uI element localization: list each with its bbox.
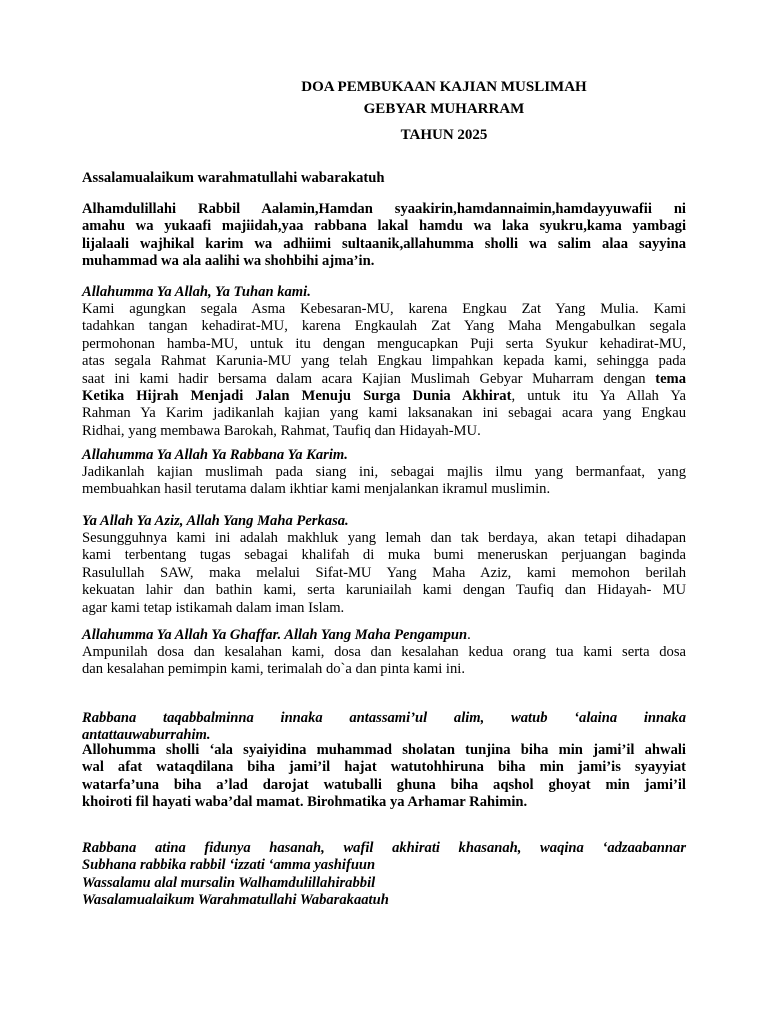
section3-paragraph [82,530,686,617]
section5-italic-line: Rabbana taqabbalminna innaka antassami’ul alim, watub ‘alaina innaka [82,710,686,726]
sholawat-line: watarfa’una biha a’lad darojat watuballi ghuna biha aqshol ghoyat min jami’il [82,776,686,793]
sholawat-line: wal afat wataqdilana biha jami’il hajat watutohhiruna biha min jami’is syayyiat [82,759,686,776]
theme-label: tema [655,370,686,387]
sholawat-line: khoiroti fil hayati waba’dal mamat. Birohmatika ya Arhamar Rahimin. [82,794,528,811]
closing-line: Wasalamualaikum Warahmatullahi Wabarakaatuh [82,892,389,909]
section1-line5-text: saat ini kami hadir bersama dalam acara Kajian Muslimah Gebyar Muharram dengan [82,370,656,387]
greeting: Assalamualaikum warahmatullahi wabarakatuh [82,170,385,186]
section3-heading: Ya Allah Ya Aziz, Allah Yang Maha Perkasa. [82,513,349,529]
closing-prayer [82,840,686,910]
section2-line: Jadikanlah kajian muslimah pada siang ini, sebagai majlis ilmu yang bermanfaat, yang [82,464,686,480]
section1-heading: Allahumma Ya Allah, Ya Tuhan kami. [82,284,311,300]
sholawat-line: Allohumma sholli ‘ala syaiyidina muhammad sholatan tunjina biha min jami’il ahwali [82,742,686,758]
section1-line: Ridhai, yang membawa Barokah, Rahmat, Taufiq dan Hidayah-MU. [82,422,481,439]
section4-paragraph [82,644,686,679]
section1-line: Kami agungkan segala Asma Kebesaran-MU, karena Engkau Zat Yang Mulia. Kami [82,301,686,317]
section3-line: kekuatan lahir dan bathin kami, serta karuniailah kami dengan Taufiq dan Hidayah- MU [82,582,686,599]
section1-line: atas segala Rahmat Karunia-MU yang telah Engkau limpahkan kepada kami, sehingga pada [82,353,686,370]
section3-line: Rasulullah SAW, maka melalui Sifat-MU Yang Maha Aziz, kami memohon berilah [82,564,686,581]
opening-line: amahu wa yukaafi majiidah,yaa rabbana lakal hamdu wa laka syukru,kama yambagi [82,218,686,235]
section2-line: membuahkan hasil terutama dalam ikhtiar kami menjalankan ikramul muslimin. [82,481,551,498]
section5-prayer [82,710,686,745]
section5-sholawat [82,742,686,812]
section4-heading-text: Allahumma Ya Allah Ya Ghaffar. Allah Yang Maha Pengampun [82,627,468,643]
section1-line6-text: , untuk itu Ya Allah Ya [511,388,686,405]
section2-paragraph [82,464,686,499]
section4-line: Ampunilah dosa dan kesalahan kami, dosa dan kesalahan kedua orang tua kami serta dosa [82,644,686,660]
title-line-1: DOA PEMBUKAAN KAJIAN MUSLIMAH [301,79,587,95]
theme-title: Ketika Hijrah Menjadi Jalan Menuju Surga Dunia Akhirat [82,388,512,405]
title-line-2: GEBYAR MUHARRAM [363,101,525,117]
section4-heading [82,627,686,644]
section1-line: tadahkan tangan kehadirat-MU, karena Engkaulah Zat Yang Maha Mengabulkan segala [82,318,686,335]
section1-paragraph [82,301,686,440]
section1-line: permohonan hamba-MU, untuk itu dengan mengucapkan Puji serta Syukur kehadirat-MU, [82,335,686,352]
opening-paragraph [82,201,686,271]
section3-line: Sesungguhnya kami ini adalah makhluk yang lemah dan tak berdaya, akan tetapi dihadapan [82,530,686,546]
opening-line: lijalaali wajhikal karim wa adhiimi sultaanik,allahumma sholli wa salim alaa sayyina [82,235,686,252]
section3-line: kami terbentang tugas sebagai khalifah di muka bumi meneruskan perjuangan baginda [82,547,686,564]
section4-heading-dot: . [467,627,471,643]
closing-line: Rabbana atina fidunya hasanah, wafil akhirati khasanah, waqina ‘adzaabannar [82,840,686,856]
closing-line: Subhana rabbika rabbil ‘izzati ‘amma yashifuun [82,857,376,874]
section3-line: agar kami tetap istikamah dalam iman Islam. [82,599,345,616]
section5-italic-line: antattauwaburrahim. [82,727,211,744]
section4-line: dan kesalahan pemimpin kami, terimalah do`a dan pinta kami ini. [82,661,465,678]
opening-line: Alhamdulillahi Rabbil Aalamin,Hamdan syaakirin,hamdannaimin,hamdayyuwafii ni [82,201,686,217]
section1-line-theme [82,371,686,388]
section1-line: Rahman Ya Karim jadikanlah kajian yang kami laksanakan ini sebagai acara yang Engkau [82,405,686,422]
section1-line-theme-title [82,388,686,405]
section2-heading: Allahumma Ya Allah Ya Rabbana Ya Karim. [82,447,348,463]
title-line-3: TAHUN 2025 [400,127,488,143]
closing-line: Wassalamu alal mursalin Walhamdulillahirabbil [82,874,376,891]
opening-line: muhammad wa ala aalihi wa shohbihi ajma’in. [82,253,375,270]
